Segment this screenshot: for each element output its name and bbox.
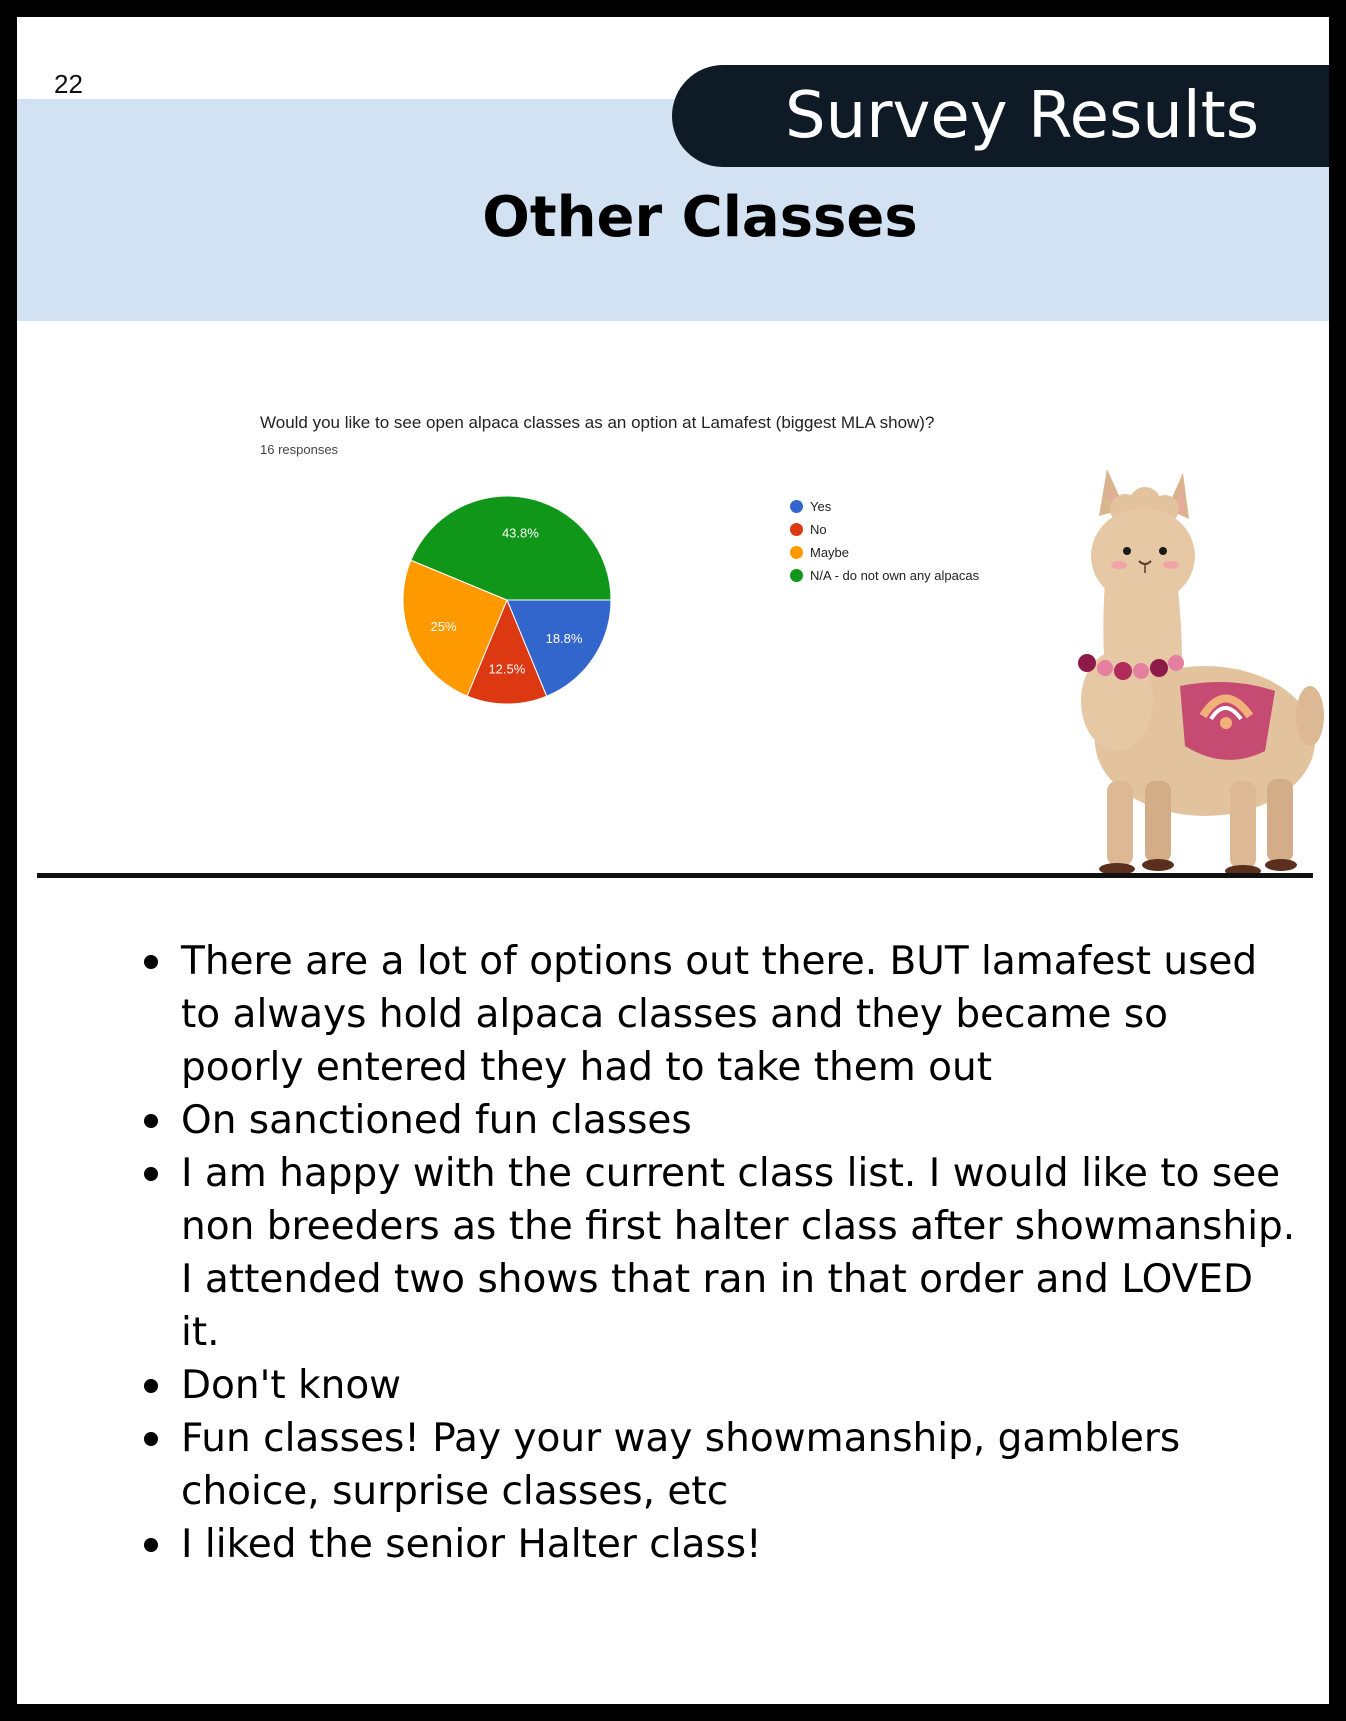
comment-text: There are a lot of options out there. BUT lamafest used to always hold alpaca classes and they became so poorly entered they had to take them out (181, 939, 1258, 1090)
pie-data-label-3: 25% (430, 619, 457, 635)
pie-chart (397, 490, 617, 710)
legend-swatch (790, 569, 803, 582)
bullet-icon (144, 1538, 158, 1552)
legend-item (790, 495, 979, 518)
comment-text: I am happy with the current class list. I would like to see non breeders as the first halter class after showmanship. I attended two shows that ran in that order and LOVED it. (181, 1151, 1296, 1355)
bullet-icon (144, 1114, 158, 1128)
pie-data-label-4: 43.8% (501, 525, 539, 541)
bullet-icon (144, 1432, 158, 1446)
chart-legend (790, 495, 979, 587)
pie-data-label-1: 18.8% (545, 631, 583, 647)
pie-data-label-2: 12.5% (488, 661, 526, 677)
comment-text: I liked the senior Halter class! (181, 1522, 762, 1567)
legend-swatch (790, 500, 803, 513)
legend-label: Yes (810, 499, 832, 514)
legend-swatch (790, 523, 803, 536)
bullet-icon (144, 1167, 158, 1181)
chart-question: Would you like to see open alpaca classes as an option at Lamafest (biggest MLA show)? (260, 413, 935, 432)
header-title: Survey Results (785, 79, 1260, 153)
bullet-icon (144, 955, 158, 969)
section-title: Other Classes (482, 185, 918, 250)
comment-text: Fun classes! Pay your way showmanship, gamblers choice, surprise classes, etc (181, 1416, 1181, 1514)
comment-item (181, 1412, 1301, 1518)
legend-label: No (810, 522, 827, 537)
legend-item (790, 518, 979, 541)
comment-item (181, 935, 1301, 1094)
comment-item (181, 1359, 1301, 1412)
alpaca-illustration (1055, 461, 1325, 891)
chart-response-count: 16 responses (260, 442, 339, 457)
legend-item (790, 541, 979, 564)
legend-swatch (790, 546, 803, 559)
legend-item (790, 564, 979, 587)
bullet-icon (144, 1379, 158, 1393)
legend-label: Maybe (810, 545, 850, 560)
comment-list (181, 935, 1301, 1571)
comment-text: On sanctioned fun classes (181, 1098, 692, 1143)
legend-label: N/A - do not own any alpacas (810, 568, 980, 583)
comment-item (181, 1147, 1301, 1359)
section-divider (37, 873, 1313, 878)
page-number: 22 (54, 69, 83, 99)
comment-item (181, 1094, 1301, 1147)
comment-text: Don't know (181, 1363, 402, 1408)
slide-page (17, 17, 1329, 1704)
comment-item (181, 1518, 1301, 1571)
